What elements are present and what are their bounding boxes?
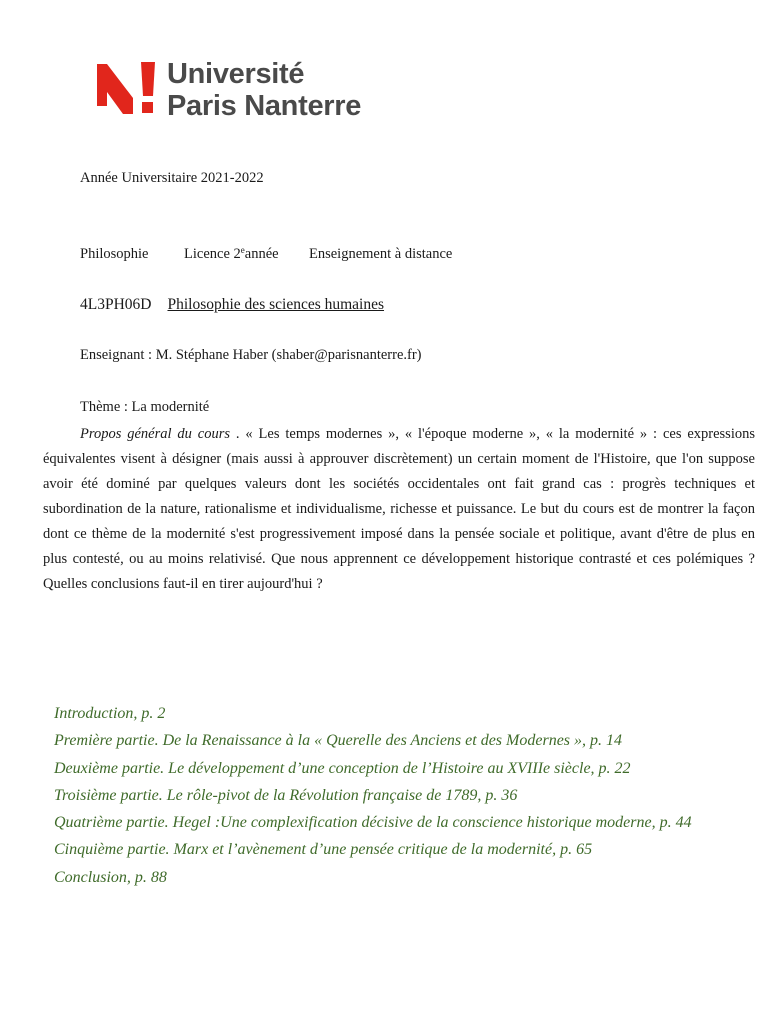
logo-mark-icon bbox=[97, 60, 157, 120]
level-superscript: e bbox=[240, 245, 245, 255]
academic-year: Année Universitaire 2021-2022 bbox=[80, 170, 264, 186]
table-of-contents bbox=[54, 702, 692, 893]
summary-text: . « Les temps modernes », « l'époque moderne », « la modernité » : ces expressions équivalentes visent à désigner (mais aussi à approuver discrètement) un certain moment de l'Histoire, que l'on suppose avoir été dominé par quelques valeurs dont les sociétés occidentales ont fait grand cas : progrès techniques et subordination de la nature, rationalisme et individualisme, richesse et puissance. Le but du cours est de montrer la façon dont ce thème de la modernité s'est progressivement imposé dans la pensée sociale et politique, avant d'être de plus en plus contesté, ou au moins relativisé. Que nous apprennent ce développement historique contrasté et ces polémiques ? Quelles conclusions faut-il en tirer aujourd'hui ? bbox=[43, 426, 755, 592]
teacher-line: Enseignant : M. Stéphane Haber (shaber@parisnanterre.fr) bbox=[80, 347, 422, 363]
course-summary bbox=[43, 422, 755, 597]
university-logo bbox=[97, 58, 397, 128]
discipline: Philosophie bbox=[80, 246, 149, 262]
teaching-mode: Enseignement à distance bbox=[309, 246, 453, 262]
logo-line-1: Université bbox=[167, 58, 305, 90]
toc-item: Première partie. De la Renaissance à la « Querelle des Anciens et des Modernes », p. 14 bbox=[54, 732, 623, 750]
level bbox=[184, 245, 309, 263]
toc-item: Deuxième partie. Le développement d’une conception de l’Histoire au XVIIIe siècle, p. 22 bbox=[54, 759, 631, 777]
theme-line: Thème : La modernité bbox=[80, 399, 210, 415]
course-meta bbox=[80, 245, 452, 263]
level-prefix: Licence 2 bbox=[184, 246, 241, 262]
course-heading bbox=[80, 296, 384, 314]
course-title: Philosophie des sciences humaines bbox=[167, 296, 385, 313]
toc-item: Troisième partie. Le rôle-pivot de la Révolution française de 1789, p. 36 bbox=[54, 786, 518, 804]
course-code: 4L3PH06D bbox=[80, 296, 152, 313]
toc-item: Introduction, p. 2 bbox=[54, 705, 166, 722]
toc-item: Cinquième partie. Marx et l’avènement d’une pensée critique de la modernité, p. 65 bbox=[54, 841, 593, 859]
toc-item: Conclusion, p. 88 bbox=[54, 868, 167, 886]
logo-text bbox=[167, 58, 361, 122]
level-suffix: année bbox=[244, 246, 279, 262]
summary-label: Propos général du cours bbox=[80, 426, 231, 442]
toc-item: Quatrième partie. Hegel :Une complexification décisive de la conscience historique moderne, p. 44 bbox=[54, 814, 692, 832]
logo-line-2: Paris Nanterre bbox=[167, 90, 362, 122]
